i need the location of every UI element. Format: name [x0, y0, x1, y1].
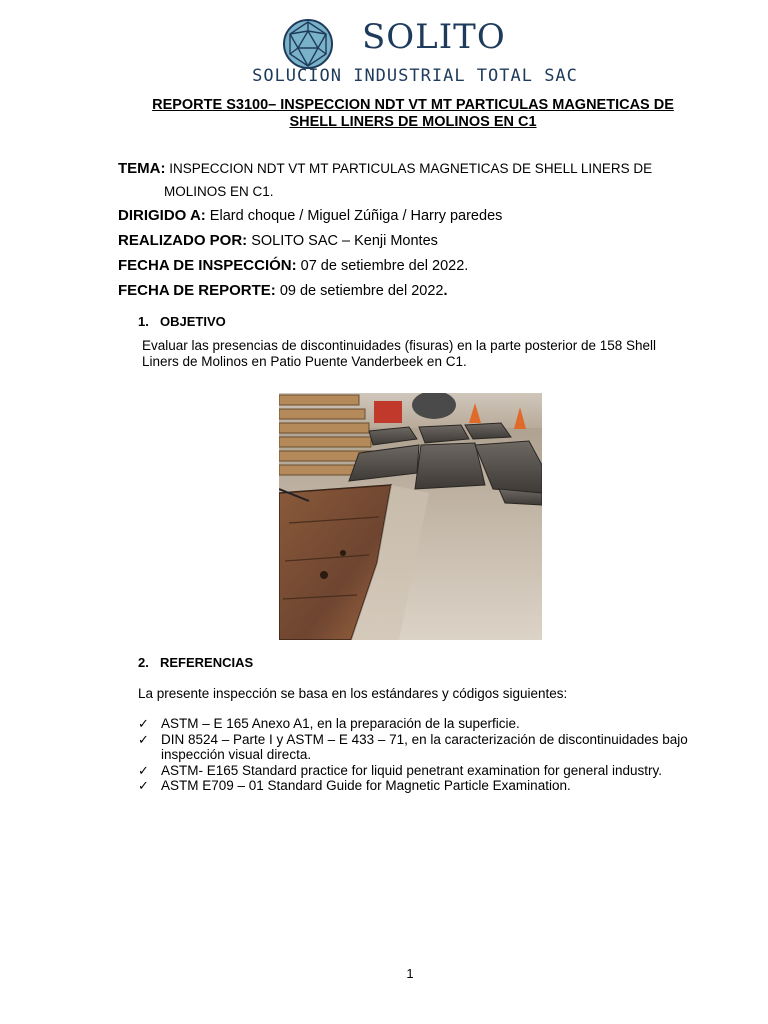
photo-shell-liners: [279, 393, 542, 640]
realizado-value: SOLITO SAC – Kenji Montes: [247, 233, 438, 249]
tema-line: [118, 160, 718, 178]
section-referencias-number: 2.: [138, 655, 149, 670]
fecha-inspeccion-line: [118, 257, 718, 275]
list-item: ✓ ASTM- E165 Standard practice for liquid penetrant examination for general industry.: [138, 762, 663, 778]
fecha-inspeccion-label: FECHA DE INSPECCIÓN:: [118, 257, 297, 274]
check-icon: ✓: [138, 716, 149, 731]
realizado-label: REALIZADO POR:: [118, 232, 248, 249]
dirigido-label: DIRIGIDO A:: [118, 207, 206, 224]
dirigido-line: [118, 207, 718, 225]
section-referencias-title: REFERENCIAS: [160, 655, 254, 670]
list-item: ✓ DIN 8524 – Parte I y ASTM – E 433 – 71, en la caracterización de discontinuidades bajo inspección visual directa.: [138, 731, 688, 762]
section-referencias-heading: [138, 655, 253, 670]
tema-value: INSPECCION NDT VT MT PARTICULAS MAGNETICAS DE SHELL LINERS DE: [165, 161, 653, 176]
fecha-reporte-line: [118, 282, 718, 300]
fecha-inspeccion-value: 07 de setiembre del 2022.: [296, 258, 469, 274]
tema-label: TEMA:: [118, 160, 166, 177]
page-number: 1: [406, 966, 414, 981]
fecha-reporte-label: FECHA DE REPORTE:: [118, 282, 276, 299]
brand-subtitle: SOLUCION INDUSTRIAL TOTAL SAC: [252, 66, 578, 86]
referencias-intro: La presente inspección se basa en los estándares y códigos siguientes:: [138, 686, 568, 701]
section-objetivo-heading: [138, 314, 226, 329]
dirigido-value: Elard choque / Miguel Zúñiga / Harry paredes: [205, 208, 503, 224]
objetivo-text: [142, 338, 702, 370]
references-list: [138, 716, 718, 794]
report-title-line2: SHELL LINERS DE MOLINOS EN C1: [289, 114, 537, 130]
section-objetivo-title: OBJETIVO: [160, 314, 226, 329]
list-item: ✓ ASTM E709 – 01 Standard Guide for Magnetic Particle Examination.: [138, 778, 571, 793]
check-icon: ✓: [138, 778, 149, 793]
fecha-reporte-end: .: [443, 283, 448, 299]
fecha-reporte-value: 09 de setiembre del 2022: [275, 283, 444, 299]
tema-value-cont: MOLINOS EN C1.: [164, 184, 274, 199]
brand-name: SOLITO: [362, 17, 506, 57]
list-item: ✓ ASTM – E 165 Anexo A1, en la preparación de la superficie.: [138, 716, 520, 731]
report-title-line1: REPORTE S3100– INSPECCION NDT VT MT PARTICULAS MAGNETICAS DE: [152, 97, 674, 113]
objetivo-text-line1: Evaluar las presencias de discontinuidades (fisuras) en la parte posterior de 158 Shell: [142, 338, 657, 353]
logo: [282, 18, 334, 70]
check-icon: ✓: [138, 762, 149, 778]
shell-liners-photo: [279, 393, 542, 640]
objetivo-text-line2: Liners de Molinos en Patio Puente Vanderbeek en C1.: [142, 354, 467, 369]
check-icon: ✓: [138, 731, 149, 747]
realizado-line: [118, 232, 718, 250]
section-objetivo-number: 1.: [138, 314, 149, 329]
geodesic-sphere-icon: [282, 18, 334, 70]
report-title: [120, 97, 706, 131]
